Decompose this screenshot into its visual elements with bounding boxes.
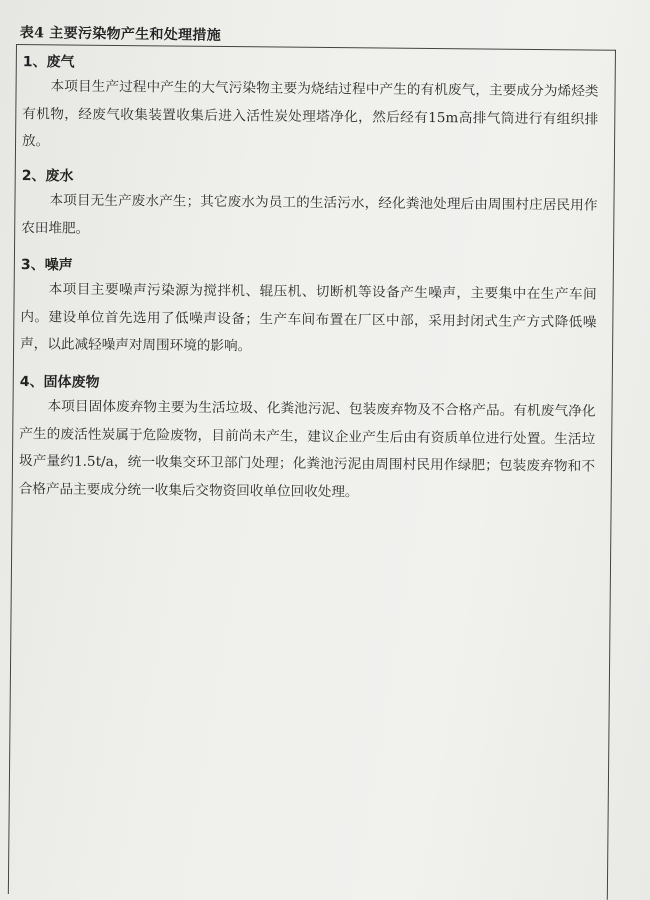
section-exhaust-gas	[22, 51, 603, 161]
section-heading: 4、固体废物	[19, 374, 100, 391]
section-wastewater	[21, 165, 602, 248]
section-heading: 3、噪声	[20, 257, 73, 274]
table-frame	[8, 44, 616, 900]
section-heading: 2、废水	[21, 168, 74, 185]
section-heading: 1、废气	[22, 54, 75, 71]
section-paragraph: 本项目主要噪声污染源为搅拌机、辊压机、切断机等设备产生噪声，主要集中在生产车间内。建设单位首先选用了低噪声设备；生产车间布置在厂区中部，采用封闭式生产方式降低噪声，以此减轻噪声对周围环境的影响。	[20, 281, 597, 355]
section-paragraph: 本项目无生产废水产生；其它废水为员工的生活污水，经化粪池处理后由周围村庄居民用作农田堆肥。	[21, 192, 598, 237]
section-paragraph: 本项目固体废弃物主要为生活垃圾、化粪池污泥、包装废弃物及不合格产品。有机废气净化产生的废活性炭属于危险废物，目前尚未产生，建议企业产生后由有资质单位进行处置。生活垃圾产量约1.5t/a，统一收集交环卫部门处理；化粪池污泥由周围村民用作绿肥；包装废弃物和不合格产品主要成分统一收集后交物资回收单位回收处理。	[18, 398, 596, 500]
section-solid-waste	[19, 371, 600, 509]
section-paragraph: 本项目生产过程中产生的大气污染物主要为烧结过程中产生的有机废气，主要成分为烯烃类有机物，经废气收集装置收集后进入活性炭处理塔净化，然后经有15m高排气筒进行有组织排放。	[21, 78, 599, 150]
table-caption: 表4 主要污染物产生和处理措施	[19, 24, 222, 44]
section-noise	[20, 254, 601, 364]
